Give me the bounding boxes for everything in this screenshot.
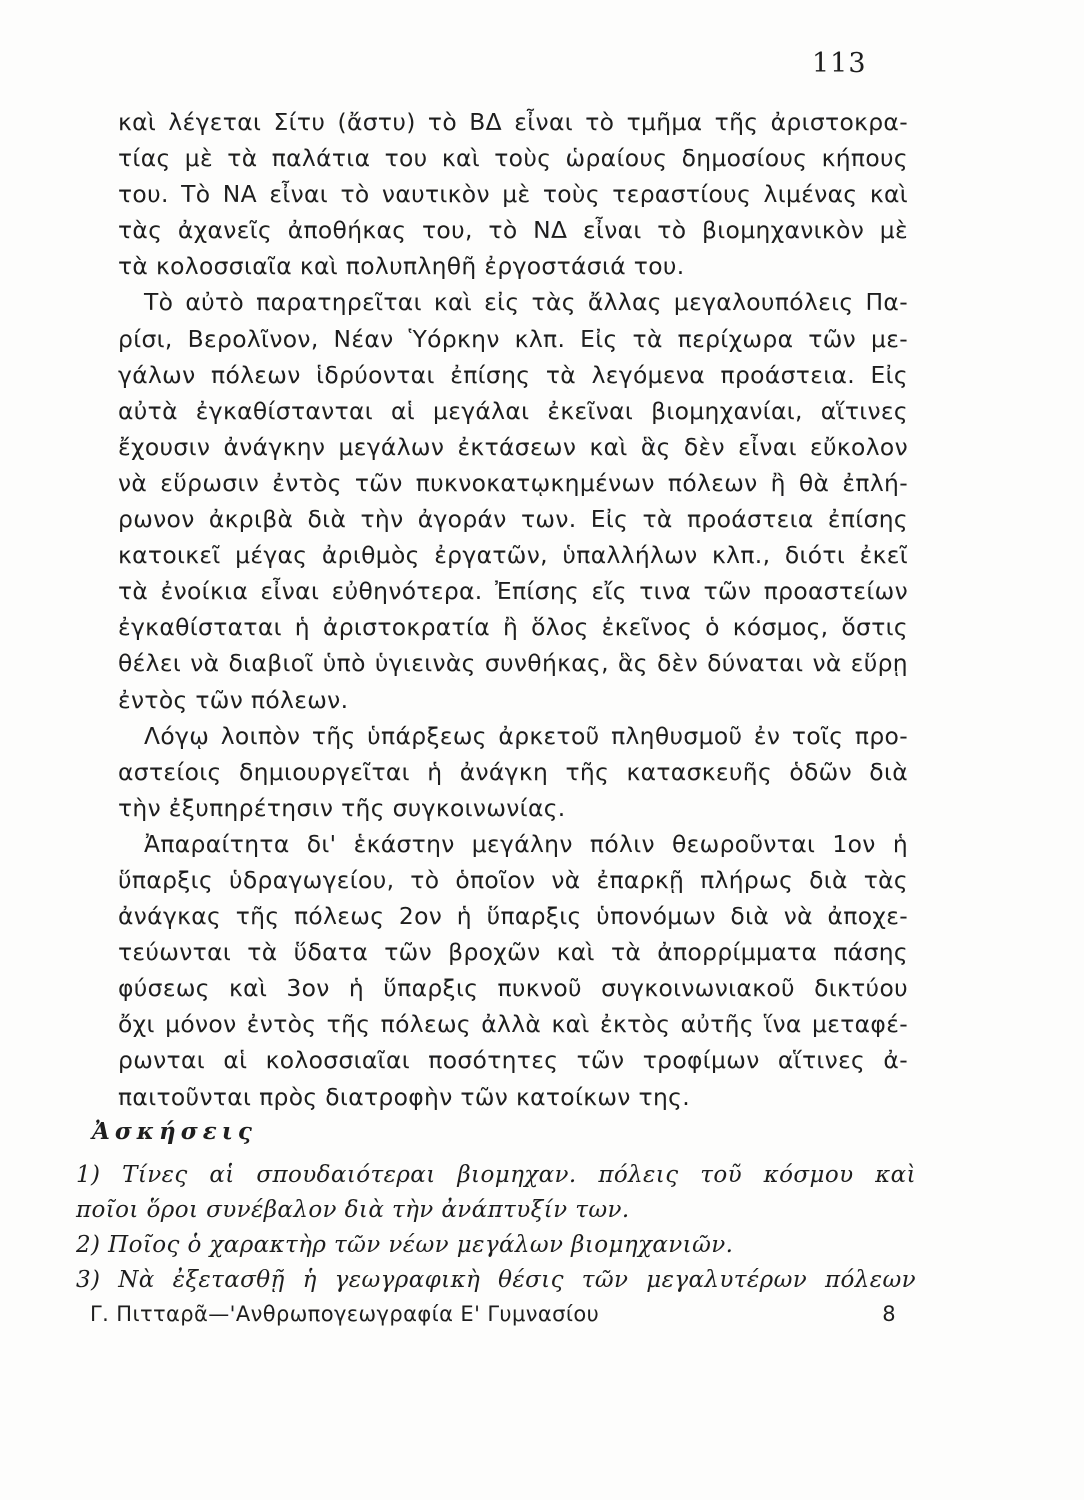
text-line: Ἀπαραίτητα δι' ἑκάστην μεγάλην πόλιν θεωροῦνται 1ον ἡ (144, 829, 908, 858)
exercise-line: ποῖοι ὅροι συνέβαλον διὰ τὴν ἀνάπτυξίν των. (76, 1197, 630, 1223)
text-line: του. Τὸ ΝΑ εἶναι τὸ ναυτικὸν μὲ τοὺς τεραστίους λιμένας καὶ (118, 180, 908, 209)
text-line: κατοικεῖ μέγας ἀριθμὸς ἐργατῶν, ὑπαλλήλων κλπ., διότι ἐκεῖ (118, 541, 908, 570)
body-text (118, 104, 908, 1115)
exercise-line: 2) Ποῖος ὁ χαρακτὴρ τῶν νέων μεγάλων βιομηχανιῶν. (76, 1232, 734, 1258)
text-line: ἔχουσιν ἀνάγκην μεγάλων ἐκτάσεων καὶ ἃς δὲν εἶναι εὔκολον (118, 432, 908, 461)
text-line: αὐτὰ ἐγκαθίστανται αἱ μεγάλαι ἐκεῖναι βιομηχανίαι, αἵτινες (118, 396, 908, 425)
text-line: αστείοις δημιουργεῖται ἡ ἀνάγκη τῆς κατασκευῆς ὁδῶν διὰ (118, 757, 908, 786)
footer-book-title: Γ. Πιτταρᾶ—'Ανθρωπογεωγραφία Ε' Γυμνασίου (90, 1302, 600, 1326)
text-line: γάλων πόλεων ἱδρύονται ἐπίσης τὰ λεγόμενα προάστεια. Εἰς (118, 360, 908, 389)
text-line: Λόγῳ λοιπὸν τῆς ὑπάρξεως ἀρκετοῦ πληθυσμοῦ ἐν τοῖς προ- (144, 721, 908, 750)
text-line: τὰ κολοσσιαῖα καὶ πολυπληθῆ ἐργοστάσιά του. (118, 252, 685, 281)
text-line: τίας μὲ τὰ παλάτια του καὶ τοὺς ὡραίους δημοσίους κήπους (118, 144, 908, 173)
page-number: 113 (812, 48, 867, 79)
text-line: τεύωνται τὰ ὕδατα τῶν βροχῶν καὶ τὰ ἀπορρίμματα πάσης (118, 938, 908, 967)
text-line: ὄχι μόνον ἐντὸς τῆς πόλεως ἀλλὰ καὶ ἐκτὸς αὐτῆς ἵνα μεταφέ- (118, 1010, 908, 1039)
text-line: ρωνον ἀκριβὰ διὰ τὴν ἀγοράν των. Εἰς τὰ προάστεια ἐπίσης (118, 505, 908, 534)
exercise-line: 3) Νὰ ἐξετασθῇ ἡ γεωγραφικὴ θέσις τῶν μεγαλυτέρων πόλεων (76, 1267, 916, 1293)
text-line: ἐντὸς τῶν πόλεων. (118, 685, 349, 714)
page-footer (90, 1302, 896, 1326)
exercises-list (76, 1158, 916, 1298)
text-line: φύσεως καὶ 3ον ἡ ὕπαρξις πυκνοῦ συγκοινωνιακοῦ δικτύου (118, 974, 908, 1003)
text-line: ἐγκαθίσταται ἡ ἀριστοκρατία ἢ ὅλος ἐκεῖνος ὁ κόσμος, ὅστις (118, 613, 908, 642)
text-line: ὕπαρξις ὑδραγωγείου, τὸ ὁποῖον νὰ ἐπαρκῇ πλήρως διὰ τὰς (118, 865, 908, 894)
text-line: τὴν ἐξυπηρέτησιν τῆς συγκοινωνίας. (118, 793, 566, 822)
text-line: ρίσι, Βερολῖνον, Νέαν Ὑόρκην κλπ. Εἰς τὰ περίχωρα τῶν με- (118, 324, 908, 353)
exercise-line: 1) Τίνες αἱ σπουδαιότεραι βιομηχαν. πόλεις τοῦ κόσμου καὶ (76, 1162, 916, 1188)
footer-signature-number: 8 (882, 1302, 896, 1326)
text-line: νὰ εὕρωσιν ἐντὸς τῶν πυκνοκατῳκημένων πόλεων ἢ θὰ ἐπλή- (118, 468, 908, 497)
exercises-heading: Ἀσκήσεις (92, 1118, 257, 1145)
text-line: παιτοῦνται πρὸς διατροφὴν τῶν κατοίκων της. (118, 1082, 690, 1111)
text-line: τὰς ἀχανεῖς ἀποθήκας του, τὸ ΝΔ εἶναι τὸ βιομηχανικὸν μὲ (118, 216, 908, 245)
text-line: τὰ ἐνοίκια εἶναι εὐθηνότερα. Ἐπίσης εἴς τινα τῶν προαστείων (118, 577, 908, 606)
text-line: Τὸ αὐτὸ παρατηρεῖται καὶ εἰς τὰς ἄλλας μεγαλουπόλεις Πα- (144, 288, 908, 317)
text-line: καὶ λέγεται Σίτυ (ἄστυ) τὸ ΒΔ εἶναι τὸ τμῆμα τῆς ἀριστοκρα- (118, 108, 908, 136)
text-line: θέλει νὰ διαβιοῖ ὑπὸ ὑγιεινὰς συνθήκας, ἃς δὲν δύναται νὰ εὕρῃ (118, 649, 908, 678)
text-line: ρωνται αἱ κολοσσιαῖαι ποσότητες τῶν τροφίμων αἵτινες ἀ- (118, 1046, 908, 1075)
text-line: ἀνάγκας τῆς πόλεως 2ον ἡ ὕπαρξις ὑπονόμων διὰ νὰ ἀποχε- (118, 902, 908, 931)
